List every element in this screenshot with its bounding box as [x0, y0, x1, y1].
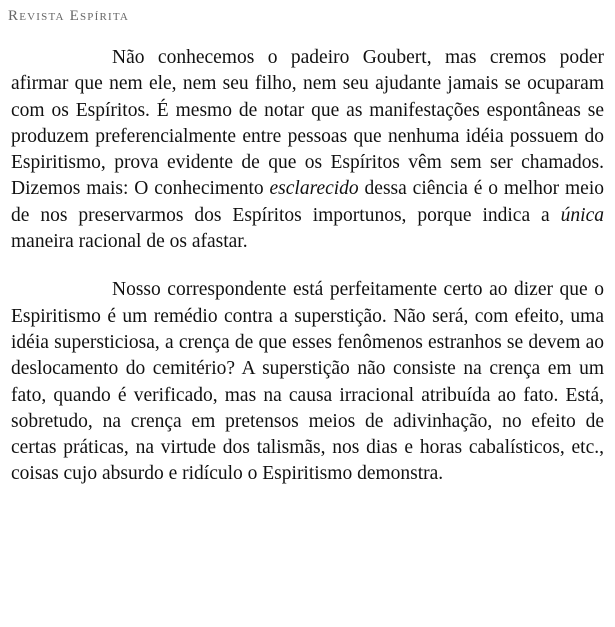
paragraph-1-text-b: dessa ciência é o melhor meio de nos preservarmos dos Espíritos importunos, porque indica a: [11, 178, 604, 226]
paragraph-2: [11, 277, 604, 487]
paragraph-1-text-a: Não conhecemos o padeiro Goubert, mas cremos poder afirmar que nem ele, nem seu filho, nem seu ajudante jamais se ocuparam com os Espíritos. É mesmo de notar que as manifestações espontâneas se produzem preferencialmente entre pessoas que nenhuma idéia possuem do Espiritismo, prova evidente de que os Espíritos vêm sem ser chamados. Dizemos mais: O conhecimento: [11, 47, 604, 200]
italic-esclarecido: esclarecido: [269, 178, 359, 200]
page-body: [11, 45, 604, 488]
italic-unica: única: [560, 204, 604, 226]
paragraph-2-text: Nosso correspondente está perfeitamente certo ao dizer que o Espiritismo é um remédio contra a superstição. Não será, com efeito, uma idéia supersticiosa, a crença de que esses fenômenos estranhos se devem ao deslocamento do cemitério? A superstição não consiste na crença em um fato, quando é verificado, mas na causa irracional atribuída ao fato. Está, sobretudo, na crença em pretensos meios de adivinhação, no efeito de certas práticas, na virtude dos talismãs, nos dias e horas cabalísticos, etc., coisas cujo absurdo e ridículo o Espiritismo demonstra.: [11, 279, 604, 485]
paragraph-1: [11, 45, 604, 255]
running-header: Revista Espírita: [8, 8, 130, 24]
paragraph-1-text-c: maneira racional de os afastar.: [11, 231, 248, 253]
